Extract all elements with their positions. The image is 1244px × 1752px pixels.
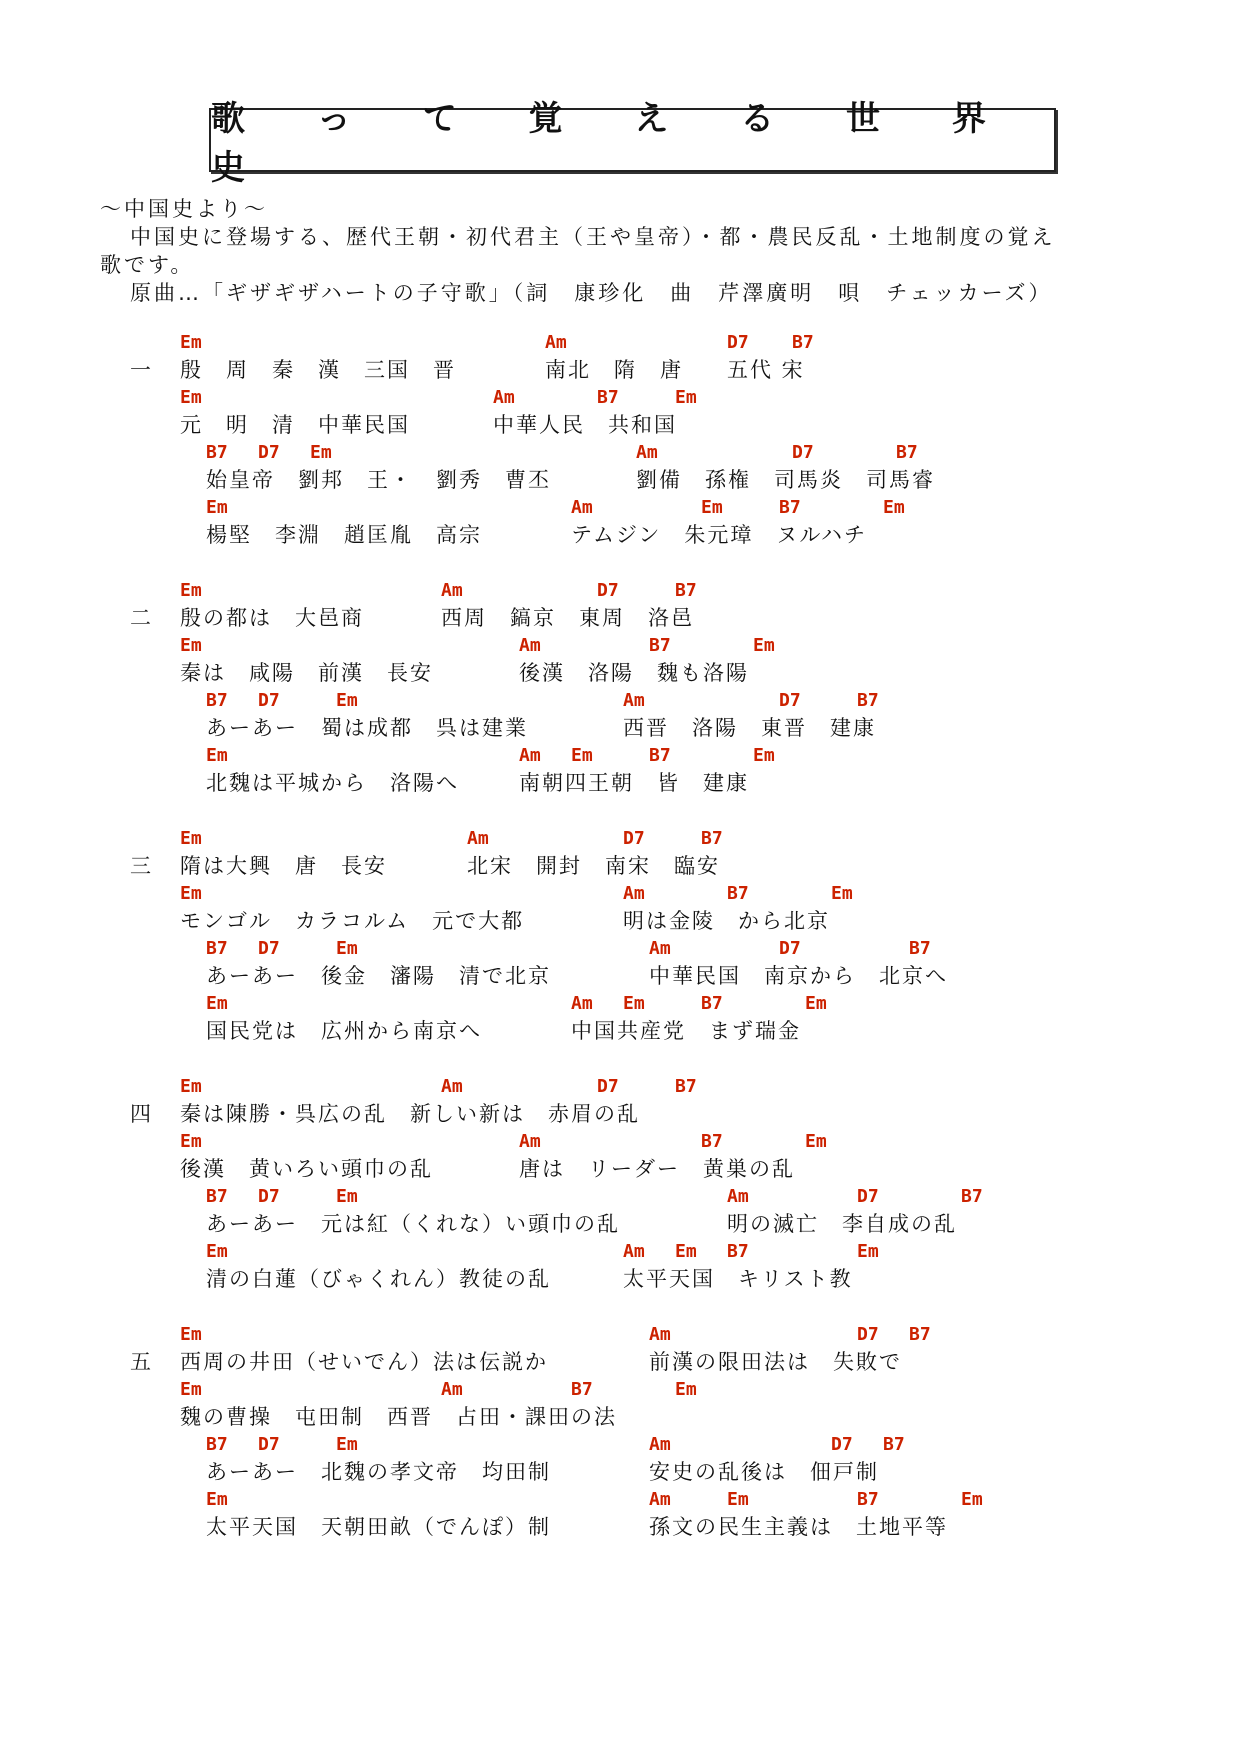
- chord: Am: [441, 580, 463, 601]
- chord: Am: [467, 828, 489, 849]
- intro-description-cont: 歌です。: [100, 253, 195, 277]
- chord: B7: [649, 745, 671, 766]
- chord: Em: [180, 1379, 202, 1400]
- chord: B7: [896, 442, 918, 463]
- lyric-line: 明は金陵 から北京: [623, 909, 830, 933]
- chord: Em: [180, 1131, 202, 1152]
- lyric-line: 後漢 黄いろい頭巾の乱: [180, 1157, 433, 1181]
- lyric-line: 前漢の限田法は 失敗で: [649, 1350, 902, 1374]
- lyric-line: 太平天国 天朝田畝（でんぽ）制: [206, 1515, 551, 1539]
- chord: Am: [441, 1379, 463, 1400]
- chord: D7: [857, 1186, 879, 1207]
- lyric-line: 安史の乱後は 佃戸制: [649, 1460, 879, 1484]
- intro-section: [100, 195, 1160, 307]
- lyric-line: 南朝四王朝 皆 建康: [519, 771, 749, 795]
- lyric-line: あーあー 後金 瀋陽 清で北京: [206, 964, 551, 988]
- chord: Am: [545, 332, 567, 353]
- verse-number: 四: [130, 1102, 151, 1126]
- page-title: 歌 っ て 覚 え る 世 界 史: [211, 99, 1016, 188]
- lyric-line: 西周の井田（せいでん）法は伝説か: [180, 1350, 548, 1374]
- chord: Am: [649, 1434, 671, 1455]
- chord: Am: [519, 1131, 541, 1152]
- intro-description: 中国史に登場する、歴代王朝・初代君主（王や皇帝）・都・農民反乱・土地制度の覚え: [130, 225, 1056, 249]
- intro-original-song: 原曲…「ギザギザハートの子守歌」（詞 康珍化 曲 芹澤廣明 唄 チェッカーズ）: [130, 281, 1053, 305]
- lyric-line: モンゴル カラコルム 元で大都: [180, 909, 525, 933]
- lyric-line: 北宋 開封 南宋 臨安: [467, 854, 720, 878]
- chord: B7: [571, 1379, 593, 1400]
- chord: B7: [701, 1131, 723, 1152]
- lyric-line: 楊堅 李淵 趙匡胤 高宗: [206, 523, 482, 547]
- lyric-line: あーあー 蜀は成都 呉は建業: [206, 716, 528, 740]
- chord: Am: [571, 993, 593, 1014]
- chord: Em: [180, 1324, 202, 1345]
- lyric-line: 中国共産党 まず瑞金: [571, 1019, 801, 1043]
- lyric-line: 五代 宋: [727, 358, 805, 382]
- chord: Em: [180, 883, 202, 904]
- lyric-line: 元 明 清 中華民国: [180, 413, 410, 437]
- chord: Em: [180, 828, 202, 849]
- chord: D7: [857, 1324, 879, 1345]
- chord: Em: [206, 993, 228, 1014]
- chord: D7: [779, 690, 801, 711]
- chord: Am: [519, 635, 541, 656]
- chord: B7: [727, 883, 749, 904]
- chord: Em: [180, 387, 202, 408]
- chord: D7: [258, 1186, 280, 1207]
- chord: Em: [675, 1379, 697, 1400]
- lyric-line: 秦は陳勝・呉広の乱 新しい新は 赤眉の乱: [180, 1102, 640, 1126]
- chord: B7: [857, 690, 879, 711]
- chord: Em: [701, 497, 723, 518]
- chord: Em: [180, 635, 202, 656]
- chord: B7: [961, 1186, 983, 1207]
- chord: Em: [336, 938, 358, 959]
- chord: Am: [623, 883, 645, 904]
- lyric-line: 殷の都は 大邑商: [180, 606, 364, 630]
- chord: B7: [597, 387, 619, 408]
- chord: Em: [336, 1434, 358, 1455]
- intro-subtitle: ～中国史より～: [100, 197, 268, 221]
- chord: B7: [857, 1489, 879, 1510]
- chord: D7: [258, 690, 280, 711]
- chord: B7: [792, 332, 814, 353]
- lyric-line: 西周 鎬京 東周 洛邑: [441, 606, 694, 630]
- chord: Em: [805, 1131, 827, 1152]
- chord: Em: [206, 497, 228, 518]
- chord: Am: [493, 387, 515, 408]
- lyric-line: 始皇帝 劉邦 王・ 劉秀 曹丕: [206, 468, 551, 492]
- chord: Am: [623, 1241, 645, 1262]
- chord: Em: [753, 745, 775, 766]
- chord: D7: [727, 332, 749, 353]
- chord: Em: [753, 635, 775, 656]
- chord: Am: [649, 1324, 671, 1345]
- chord: D7: [258, 938, 280, 959]
- verse-number: 一: [130, 358, 151, 382]
- chord: D7: [779, 938, 801, 959]
- lyric-line: 隋は大興 唐 長安: [180, 854, 387, 878]
- chord: Am: [649, 1489, 671, 1510]
- chord: B7: [649, 635, 671, 656]
- chord: B7: [675, 580, 697, 601]
- lyric-line: 中華人民 共和国: [493, 413, 677, 437]
- chord: Em: [336, 690, 358, 711]
- chord: B7: [675, 1076, 697, 1097]
- chord: Am: [519, 745, 541, 766]
- lyric-line: 明の滅亡 李自成の乱: [727, 1212, 957, 1236]
- chord: B7: [883, 1434, 905, 1455]
- lyric-line: 劉備 孫権 司馬炎 司馬睿: [636, 468, 935, 492]
- lyric-line: 清の白蓮（びゃくれん）教徒の乱: [206, 1267, 551, 1291]
- lyric-line: あーあー 元は紅（くれな）い頭巾の乱: [206, 1212, 620, 1236]
- lyric-line: 唐は リーダー 黄巣の乱: [519, 1157, 795, 1181]
- chord: Em: [727, 1489, 749, 1510]
- chord: Em: [180, 332, 202, 353]
- chord: B7: [779, 497, 801, 518]
- chord: B7: [206, 690, 228, 711]
- lyric-line: 太平天国 キリスト教: [623, 1267, 853, 1291]
- verse-number: 二: [130, 606, 151, 630]
- chord: B7: [206, 1434, 228, 1455]
- chord: B7: [206, 1186, 228, 1207]
- chord: Am: [649, 938, 671, 959]
- chord: B7: [727, 1241, 749, 1262]
- chord: Em: [675, 1241, 697, 1262]
- lyric-line: 後漢 洛陽 魏も洛陽: [519, 661, 749, 685]
- chord: D7: [597, 1076, 619, 1097]
- lyric-line: 西晋 洛陽 東晋 建康: [623, 716, 876, 740]
- chord: Em: [180, 580, 202, 601]
- chord: B7: [701, 828, 723, 849]
- chord: B7: [206, 442, 228, 463]
- lyric-line: 秦は 咸陽 前漢 長安: [180, 661, 433, 685]
- chord: B7: [909, 1324, 931, 1345]
- lyric-line: 北魏は平城から 洛陽へ: [206, 771, 459, 795]
- lyric-line: 孫文の民生主義は 土地平等: [649, 1515, 948, 1539]
- lyric-line: 国民党は 広州から南京へ: [206, 1019, 482, 1043]
- chord: Em: [831, 883, 853, 904]
- verse-number: 五: [130, 1350, 151, 1374]
- chord: Em: [336, 1186, 358, 1207]
- chord: D7: [792, 442, 814, 463]
- chord: Am: [441, 1076, 463, 1097]
- chord: Em: [206, 1241, 228, 1262]
- chord: Am: [727, 1186, 749, 1207]
- chord: Em: [675, 387, 697, 408]
- lyric-line: 魏の曹操 屯田制 西晋 占田・課田の法: [180, 1405, 617, 1429]
- lyric-line: あーあー 北魏の孝文帝 均田制: [206, 1460, 551, 1484]
- chord: Am: [571, 497, 593, 518]
- lyric-line: テムジン 朱元璋 ヌルハチ: [571, 523, 867, 547]
- title-box: [209, 99, 1056, 188]
- lyric-line: 中華民国 南京から 北京へ: [649, 964, 948, 988]
- lyric-line: 殷 周 秦 漢 三国 晋: [180, 358, 456, 382]
- chord: D7: [597, 580, 619, 601]
- chord: B7: [909, 938, 931, 959]
- chord: D7: [258, 442, 280, 463]
- chord: Am: [623, 690, 645, 711]
- verse-number: 三: [130, 854, 151, 878]
- chord: Em: [961, 1489, 983, 1510]
- chord: D7: [258, 1434, 280, 1455]
- chord: D7: [831, 1434, 853, 1455]
- chord: Em: [206, 1489, 228, 1510]
- chord: Em: [623, 993, 645, 1014]
- chord: Em: [180, 1076, 202, 1097]
- chord: Am: [636, 442, 658, 463]
- lyric-line: 南北 隋 唐: [545, 358, 683, 382]
- chord: Em: [883, 497, 905, 518]
- chord: D7: [623, 828, 645, 849]
- chord: Em: [857, 1241, 879, 1262]
- chord: Em: [805, 993, 827, 1014]
- chord: B7: [701, 993, 723, 1014]
- chord: Em: [571, 745, 593, 766]
- chord: Em: [310, 442, 332, 463]
- chord: B7: [206, 938, 228, 959]
- chord: Em: [206, 745, 228, 766]
